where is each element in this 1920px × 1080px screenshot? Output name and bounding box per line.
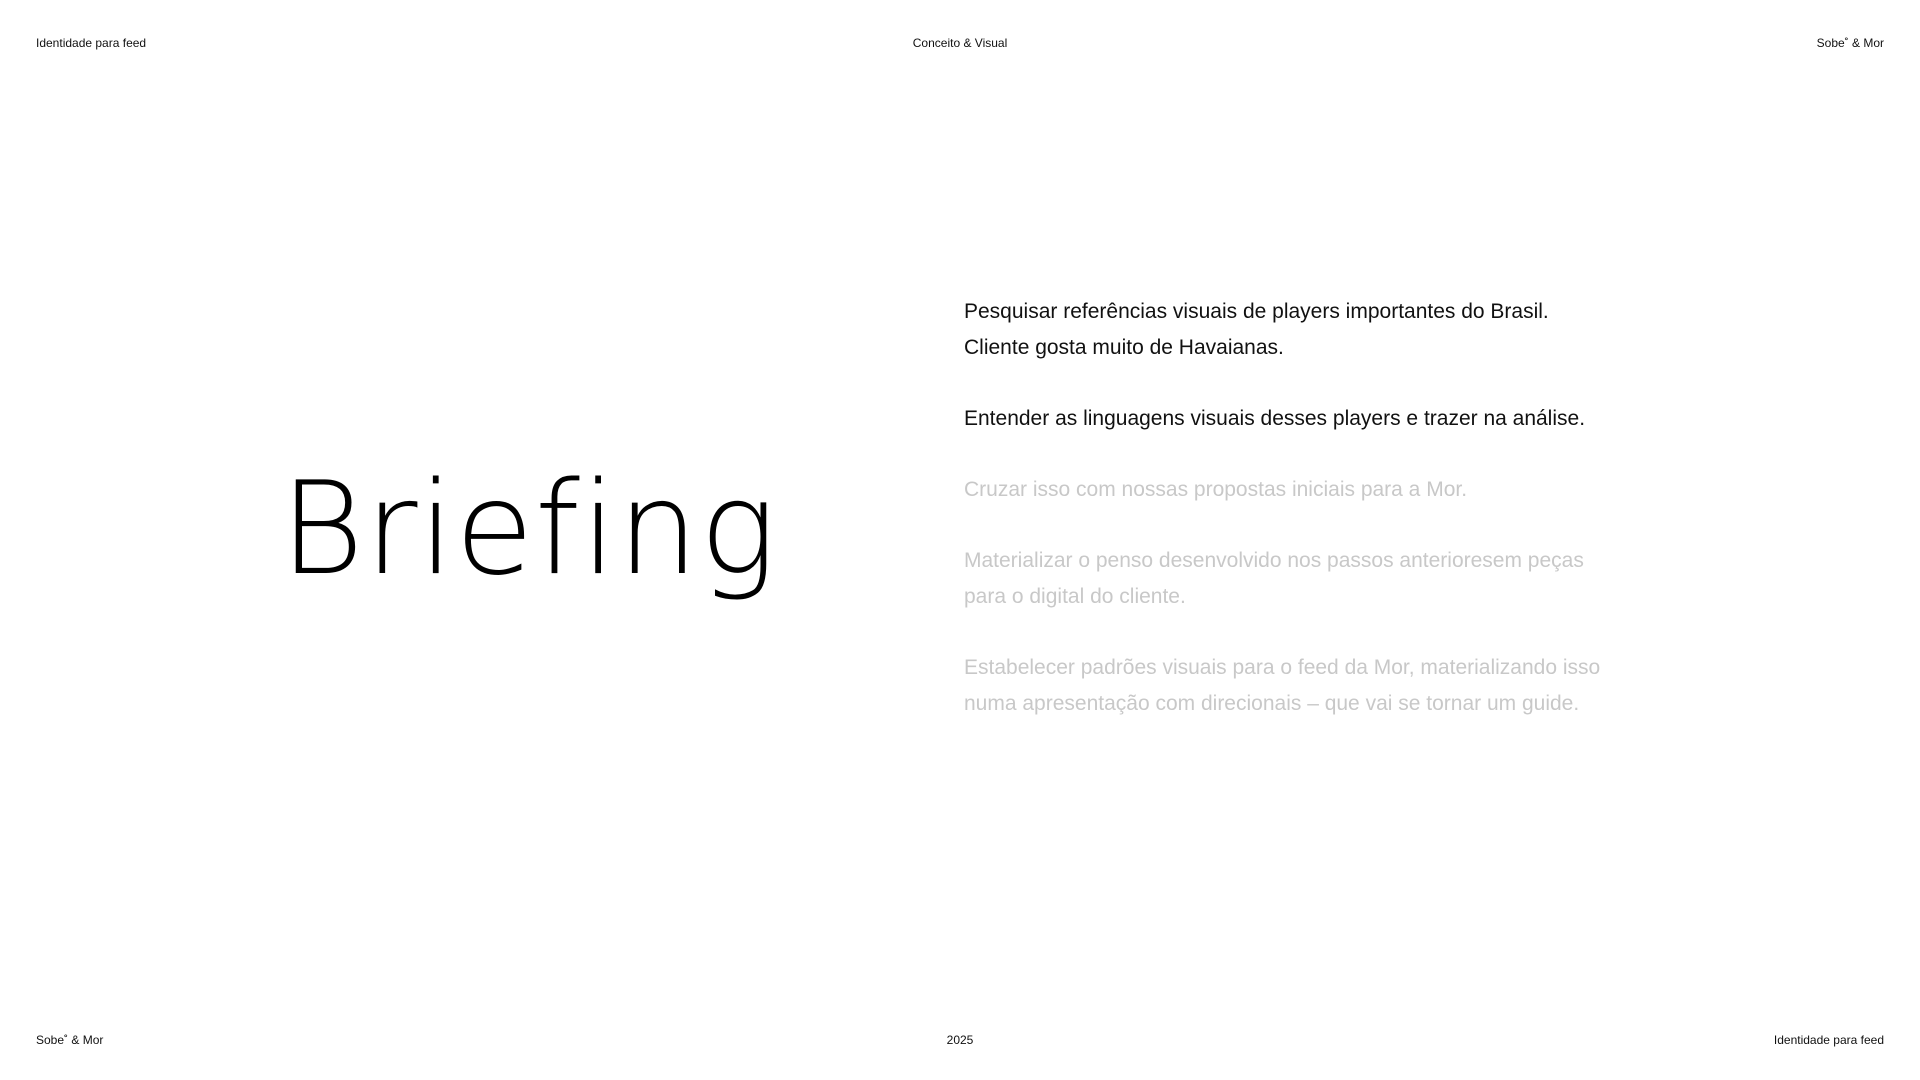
footer-year: 2025 [946, 1033, 974, 1047]
briefing-item-3: Cruzar isso com nossas propostas iniciais para a Mor. [964, 478, 1468, 501]
briefing-item-1: Pesquisar referências visuais de players importantes do Brasil. Cliente gosta muito de Havaianas. [964, 300, 1549, 359]
footer-right-label: Identidade para feed [1773, 1033, 1884, 1047]
header-left-label: Identidade para feed [36, 36, 147, 50]
page-title: Briefing [280, 455, 778, 604]
header-section-label: Conceito & Visual [912, 36, 1008, 50]
briefing-item-5: Estabelecer padrões visuais para o feed da Mor, materializando isso numa apresentação com direcionais – que vai se tornar um guide. [964, 656, 1601, 715]
footer-brand-label: Sobe˚ & Mor [36, 1033, 104, 1047]
briefing-item-2: Entender as linguagens visuais desses players e trazer na análise. [964, 407, 1586, 430]
briefing-list [964, 294, 1614, 757]
briefing-item-4: Materializar o penso desenvolvido nos passos anterioresem peças para o digital do cliente. [964, 549, 1584, 608]
header-brand-label: Sobe˚ & Mor [1816, 36, 1884, 50]
